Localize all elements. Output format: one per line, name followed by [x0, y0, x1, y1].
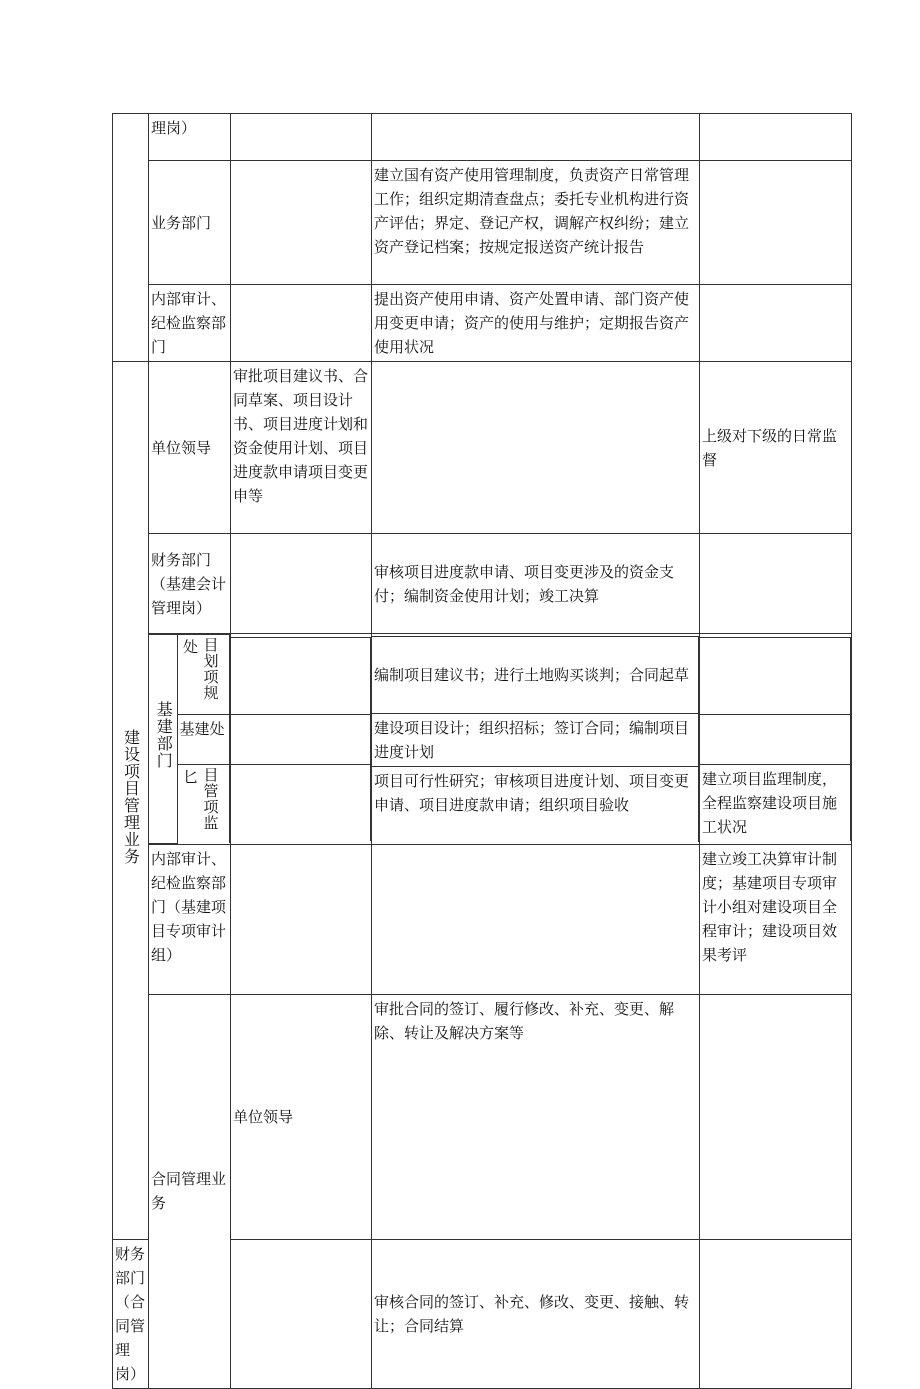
responsibility-table — [112, 113, 852, 1389]
infra-approve-cell — [231, 634, 372, 845]
category-cell-contract — [149, 994, 231, 1388]
execute-cell — [372, 362, 700, 534]
infra-supervise-subtable — [700, 637, 851, 841]
supervise-cell — [700, 161, 852, 285]
approve-cell — [231, 114, 372, 161]
supervise-cell — [700, 114, 852, 161]
infra-subtable — [149, 634, 230, 844]
infra-dept-cell — [149, 634, 231, 845]
table-row — [113, 634, 852, 845]
dept-cell: 内部审计、纪检监察部门（基建项目专项审计组） — [149, 844, 231, 994]
execute-cell: 提出资产使用申请、资产处置申请、部门资产使用变更申请；资产的使用与维护；定期报告资产使用状况 — [372, 285, 700, 362]
execute-cell — [372, 844, 700, 994]
execute-cell: 建设项目设计；组织招标；签订合同；编制项目进度计划 — [372, 713, 699, 766]
execute-cell: 审核项目进度款申请、项目变更涉及的资金支付；编制资金使用计划；竣工决算 — [372, 534, 700, 634]
infra-group-cell — [149, 635, 177, 844]
infra-supervision-left: 匕 — [182, 768, 198, 786]
approve-cell — [231, 715, 371, 765]
execute-cell: 编制项目建议书；进行土地购买谈判；合同起草 — [372, 636, 699, 713]
dept-cell: 财务部门（基建会计管理岗） — [149, 534, 231, 634]
infra-execute-cell — [372, 634, 700, 845]
infra-office-label: 基建处 — [179, 720, 225, 738]
execute-cell — [372, 114, 700, 161]
table-row — [113, 844, 852, 994]
infra-group-label: 基建部门 — [154, 701, 174, 770]
infra-planning-label: 目划项规 — [201, 637, 220, 701]
execute-cell: 审核合同的签订、补充、修改、变更、接触、转让；合同结算 — [372, 1239, 700, 1388]
supervise-cell — [700, 1239, 852, 1388]
approve-cell: 审批项目建议书、合同草案、项目设计书、项目进度计划和资金使用计划、项目进度款申请项目变更申等 — [231, 362, 372, 534]
dept-cell: 理岗） — [149, 114, 231, 161]
approve-cell — [231, 844, 372, 994]
dept-cell: 单位领导 — [149, 362, 231, 534]
approve-cell — [231, 161, 372, 285]
infra-planning-left: 处 — [182, 638, 198, 656]
approve-cell — [231, 765, 371, 841]
table-row — [113, 534, 852, 634]
category-cell-construction — [113, 362, 149, 1240]
execute-cell: 建立国有资产使用管理制度，负责资产日常管理工作；组织定期清查盘点；委托专业机构进行资产评估；界定、登记产权，调解产权纠纷；建立资产登记档案；按规定报送资产统计报告 — [372, 161, 700, 285]
supervise-cell — [700, 285, 852, 362]
infra-execute-subtable — [372, 636, 699, 843]
execute-cell — [700, 994, 852, 1239]
infra-approve-subtable — [231, 637, 371, 841]
table-row — [113, 285, 852, 362]
execute-cell: 项目可行性研究；审核项目进度计划、项目变更申请、项目进度款申请；组织项目验收 — [372, 766, 699, 842]
table-row — [113, 114, 852, 161]
table-row — [113, 362, 852, 534]
category-label: 合同管理业务 — [151, 1170, 227, 1212]
category-cell-asset — [113, 114, 149, 362]
supervise-cell — [700, 714, 851, 764]
dept-cell: 单位领导 — [231, 994, 372, 1239]
table-row — [113, 161, 852, 285]
dept-cell: 内部审计、纪检监察部门 — [149, 285, 231, 362]
approve-cell — [231, 534, 372, 634]
supervise-cell — [700, 637, 851, 714]
supervise-cell: 建立竣工决算审计制度；基建项目专项审计小组对建设项目全程审计；建设项目效果考评 — [700, 844, 852, 994]
dept-cell: 业务部门 — [149, 161, 231, 285]
table-row — [113, 994, 852, 1239]
approve-cell — [231, 285, 372, 362]
dept-cell: 财务部门（合同管理岗） — [113, 1239, 149, 1388]
approve-cell — [231, 1239, 372, 1388]
supervise-cell: 上级对下级的日常监督 — [700, 362, 852, 534]
infra-supervise-cell — [700, 634, 852, 845]
infra-supervision-label: 目管项监 — [201, 767, 220, 831]
supervise-cell: 建立项目监理制度，全程监察建设项目施工状况 — [700, 764, 851, 841]
approve-cell: 审批合同的签订、履行修改、补充、变更、解除、转让及解决方案等 — [372, 994, 700, 1239]
infra-office-cell — [177, 715, 230, 765]
approve-cell — [231, 638, 371, 715]
supervise-cell — [700, 534, 852, 634]
category-label: 建设项目管理业务 — [121, 728, 141, 865]
infra-supervision-cell — [177, 765, 230, 844]
infra-planning-cell — [177, 635, 230, 715]
